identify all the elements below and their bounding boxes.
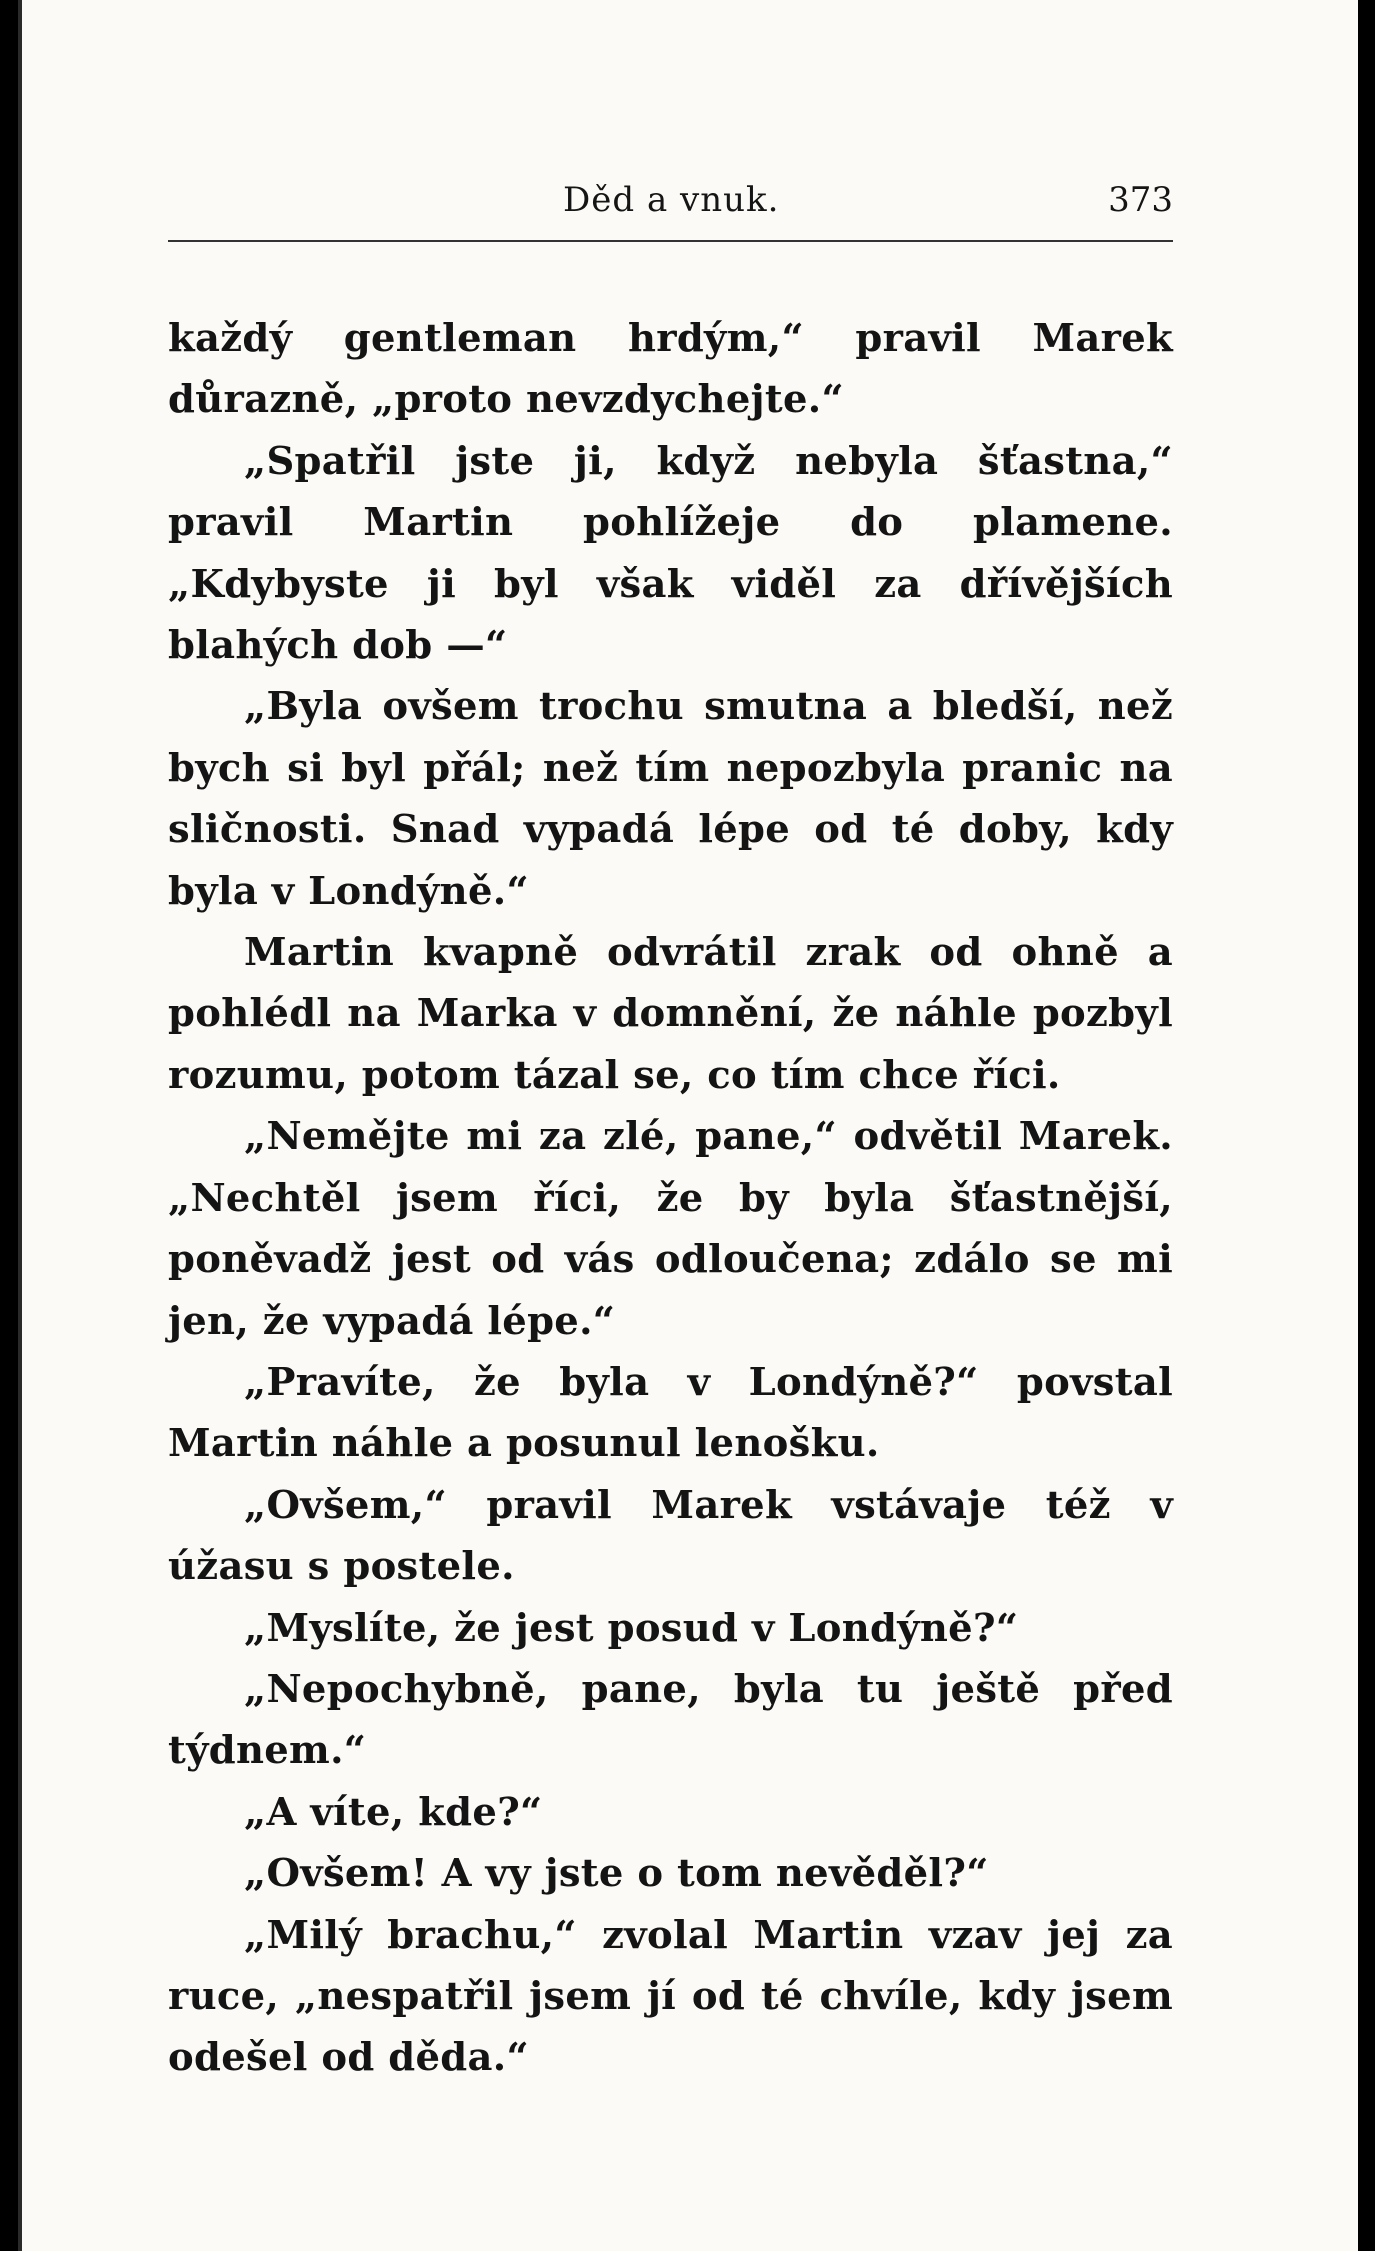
running-title: Děd a vnuk. <box>563 180 780 220</box>
paragraph: „Ovšem! A vy jste o tom nevěděl?“ <box>244 1851 989 1897</box>
book-page <box>18 0 1358 2251</box>
paragraph: „Ovšem,“ pravil Marek vstávaje též v úžasu s postele. <box>168 1482 1173 1590</box>
paragraph: „Pravíte, že byla v Londýně?“ povstal Martin náhle a posunul lenošku. <box>168 1359 1173 1467</box>
paragraph: „A víte, kde?“ <box>244 1789 543 1835</box>
paragraph: Martin kvapně odvrátil zrak od ohně a pohlédl na Marka v domnění, že náhle pozbyl rozumu, potom tázal se, co tím chce říci. <box>168 930 1173 1098</box>
paragraph: „Spatřil jste ji, když nebyla šťastna,“ pravil Martin pohlížeje do plamene. „Kdybyste ji byl však viděl za dřívějších blahých dob —“ <box>168 438 1173 669</box>
header-rule <box>168 240 1173 242</box>
paragraph: „Milý brachu,“ zvolal Martin vzav jej za ruce, „nespatřil jsem jí od té chvíle, kdy jsem odešel od děda.“ <box>168 1912 1173 2081</box>
paragraph: „Byla ovšem trochu smutna a bledší, než bych si byl přál; než tím nepozbyla pranic na sličnosti. Snad vypadá lépe od té doby, kdy byla v Londýně.“ <box>168 684 1173 914</box>
paragraph: „Nepochybně, pane, byla tu ještě před týdnem.“ <box>168 1666 1173 1774</box>
paragraph: „Myslíte, že jest posud v Londýně?“ <box>244 1605 1019 1651</box>
page-header <box>183 180 1173 228</box>
paragraph: každý gentleman hrdým,“ pravil Marek důrazně, „proto nevzdychejte.“ <box>168 316 1173 423</box>
page-number: 373 <box>1108 180 1173 220</box>
body-text <box>168 308 1173 2089</box>
paragraph: „Nemějte mi za zlé, pane,“ odvětil Marek. „Nechtěl jsem říci, že by byla šťastnější, poněvadž jest od vás odloučena; zdálo se mi jen, že vypadá lépe.“ <box>168 1114 1173 1344</box>
